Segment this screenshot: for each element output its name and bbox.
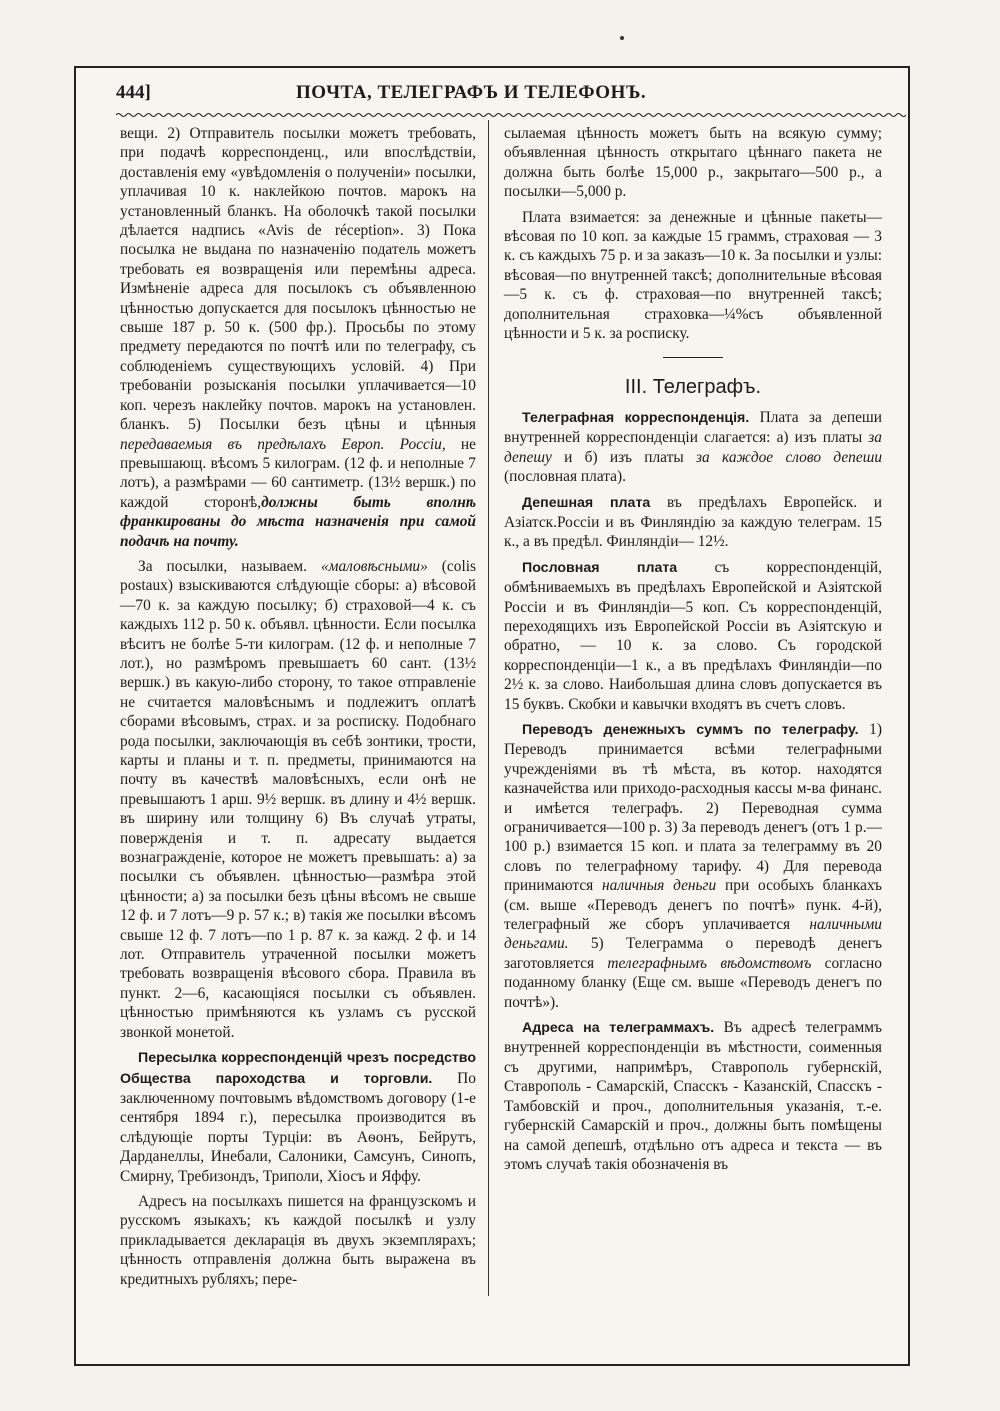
paragraph: Пересылка корреспонденцій чрезъ посредство Общества пароходства и торговли. По заключенному почтовымъ вѣдомствомъ договору (1-е сентября 1894 г.), пересылка производится въ слѣдующіе порты Турціи: въ Аѳонъ, Бейрутъ, Дарданеллы, Инебали, Салоники, Самсунъ, Синопъ, Смирну, Требизондъ, Триполи, Хіосъ и Яффу. <box>120 1050 476 1185</box>
paragraph: За посылки, называем. «маловѣсными» (colis postaux) взыскиваются слѣдующіе сборы: а) вѣсовой—70 к. за каждую посылку; б) страховой—4 к. съ каждыхъ 112 р. 50 к. объявл. цѣнности. Если посылка вѣситъ не болѣе 5-ти килограм. (12 ф. и неполные 7 лот.), но размѣромъ превышаетъ 60 сант. (13½ вершк.) въ какую-либо сторону, то такое отправленіе не считается маловѣснымъ и подлежитъ оплатѣ сборами вѣсовымъ, страх. и за росписку. Подобнаго рода посылки, заключающія въ себѣ зонтики, трости, карты и планы и т. п. предметы, принимаются на почту въ качествѣ маловѣсныхъ, если онѣ не превышаютъ 1 арш. 9½ вершк. въ длину и 4½ вершк. въ ширину или толщину 6) Въ случаѣ утраты, повержденія и т. п. адресату выдается вознагражденіе, которое не можетъ превышать: а) за посылки съ объявлен. цѣнностью—размѣра этой цѣнности; а) за посылки безъ цѣны вѣсомъ не свыше 12 ф. и 7 лотъ—9 р. 57 к.; в) такія же посылки вѣсомъ свыше 12 ф. 7 лотъ—по 1 р. 87 к. за кажд. 2 ф. и 14 лот. Отправитель утраченной посылки можетъ требовать возвращенія вѣсового сбора. Правила въ пункт. 2—6, касающіяся посылки съ объявлен. цѣнностью примѣняются къ узламъ съ русской звонкой монетой. <box>120 557 476 1041</box>
header-wavy-rule <box>116 112 906 118</box>
print-speck <box>620 36 624 40</box>
paragraph: Депешная плата въ предѣлахъ Европейск. и Азіатск.Россіи и въ Финляндію за каждую телеграм. 15 к., а въ предѣл. Финляндіи— 12½. <box>504 493 882 551</box>
page-number: 444] <box>116 82 151 103</box>
running-title: ПОЧТА, ТЕЛЕГРАФЪ И ТЕЛЕФОНЪ. <box>296 82 647 103</box>
paragraph-lead: Пересылка корреспонденцій чрезъ посредство Общества пароходства и торговли. <box>120 1050 476 1087</box>
paragraph-lead: Телеграфная корреспонденція. <box>522 409 750 426</box>
page-header <box>76 68 908 114</box>
column-divider <box>488 120 489 1296</box>
right-column <box>504 124 882 1180</box>
paragraph: Адресъ на посылкахъ пишется на французскомъ и русскомъ языкахъ; къ каждой посылкѣ и узлу прикладывается декларація въ двухъ экземплярахъ; цѣнность отправленія должна быть выражена въ кредитныхъ рубляхъ; пере- <box>120 1192 476 1288</box>
paragraph: Пословная плата съ корреспонденцій, обмѣниваемыхъ въ предѣлахъ Европейской и Азіятской Россіи и въ Финляндіи—5 коп. Съ корреспонденцій, переходящихъ изъ Европейской Россіи въ Азіятскую и обратно, — 10 к. за слово. Съ городской корреспонденціи—1 к., а въ предѣлахъ Финляндіи—по 2½ к. за слово. Наибольшая длина словъ допускается въ 15 буквъ. Скобки и кавычки входятъ въ счетъ словъ. <box>504 558 882 713</box>
paragraph-lead: Пословная плата <box>522 559 678 576</box>
book-page <box>74 66 910 1366</box>
paragraph: Плата взимается: за денежные и цѣнные пакеты— вѣсовая по 10 коп. за каждые 15 граммъ, страховая — 3 к. съ каждыхъ 75 р. и за заказъ—10 к. За посылки и узлы: вѣсовая—по внутренней таксѣ; дополнительные вѣсовая—5 к. съ ф. страховая—по внутренней таксѣ; дополнительная страховка—¼%съ объявленной цѣнности и 5 к. за росписку. <box>504 208 882 343</box>
paragraph: Адреса на телеграммахъ. Въ адресѣ телеграммъ внутренней корреспонденціи въ мѣстности, соименныя съ другими, напримѣръ, Ставрополь губернскій, Ставрополь - Самарскій, Спасскъ - Казанскій, Спасскъ - Тамбовскій и проч., дополнительныя указанія, т.-е. губернскій Самарскій и проч., должны быть помѣщены на самой депешѣ, отдѣльно отъ адреса и текста — въ этомъ случаѣ такія обозначенія въ <box>504 1019 882 1173</box>
section-break-rule <box>663 357 723 358</box>
paragraph: Переводъ денежныхъ суммъ по телеграфу. 1) Переводъ принимается всѣми телеграфными учрежденіями въ тѣ мѣста, въ котор. находятся казначейства или приходо-расходныя кассы м-ва финанс. и имѣется телеграфъ. 2) Переводная сумма ограничивается—100 р. 3) За переводъ денегъ (отъ 1 р.—100 р.) взимается 15 коп. и плата за телеграмму въ 20 словъ по телеграфному тарифу. 4) Для перевода принимаются наличныя деньги при особыхъ бланкахъ (см. выше «Переводъ денегъ по почтѣ» пунк. 4-й), телеграфный же сборъ уплачивается наличными деньгами. 5) Телеграмма о переводѣ денегъ заготовляется телеграфнымъ вѣдомствомъ согласно поданному бланку (Еще см. выше «Переводъ денегъ по почтѣ»). <box>504 720 882 1011</box>
paragraph-lead: Адреса на телеграммахъ. <box>522 1020 715 1037</box>
paragraph: вещи. 2) Отправитель посылки можетъ требовать, при подачѣ корреспонденц., или впослѣдствіи, доставленія ему «увѣдомленія о полученіи» посылки, уплачивая 10 к. наклейкою почтов. марокъ на установленный бланкъ. На оболочкѣ такой посылки дѣлается надпись «Avis de réception». 3) Пока посылка не выдана по назначенію податель можетъ требовать ея возвращенія или перемѣны адреса. Измѣненіе адреса для посылокъ съ объявленною цѣнностью допускается для посылокъ цѣнностью не свыше 187 р. 50 к. (500 фр.). Просьбы по этому предмету передаются по почтѣ или по телеграфу, съ соблюденіемъ существующихъ условій. 4) При требованіи розысканія посылки уплачивается—10 коп. черезъ наклейку почтов. марокъ на установлен. бланкъ. 5) Посылки безъ цѣны и цѣнныя передаваемыя въ предѣлахъ Европ. Россіи, не превышающ. вѣсомъ 5 килограм. (12 ф. и неполные 7 лотъ), а размѣрами — 60 сантиметр. (13½ вершк.) по каждой сторонѣ,должны быть вполнѣ франкированы до мѣста назначенія при самой подачѣ на почту. <box>120 125 476 550</box>
paragraph: Телеграфная корреспонденція. Плата за депеши внутренней корреспонденціи слагается: а) изъ платы за депешу и б) изъ платы за каждое слово депеши (пословная плата). <box>504 408 883 486</box>
paragraph: сылаемая цѣнность можетъ быть на всякую сумму; объявленная цѣнность открытаго цѣннаго пакета не должна быть болѣе 15,000 р., закрытаго—500 р., а посылки—5,000 р. <box>504 125 882 201</box>
paragraph-lead: Переводъ денежныхъ суммъ по телеграфу. <box>522 721 859 738</box>
paragraph-lead: Депешная плата <box>522 494 651 511</box>
section-title: III. Телеграфъ. <box>624 376 762 399</box>
left-column <box>120 124 476 1295</box>
